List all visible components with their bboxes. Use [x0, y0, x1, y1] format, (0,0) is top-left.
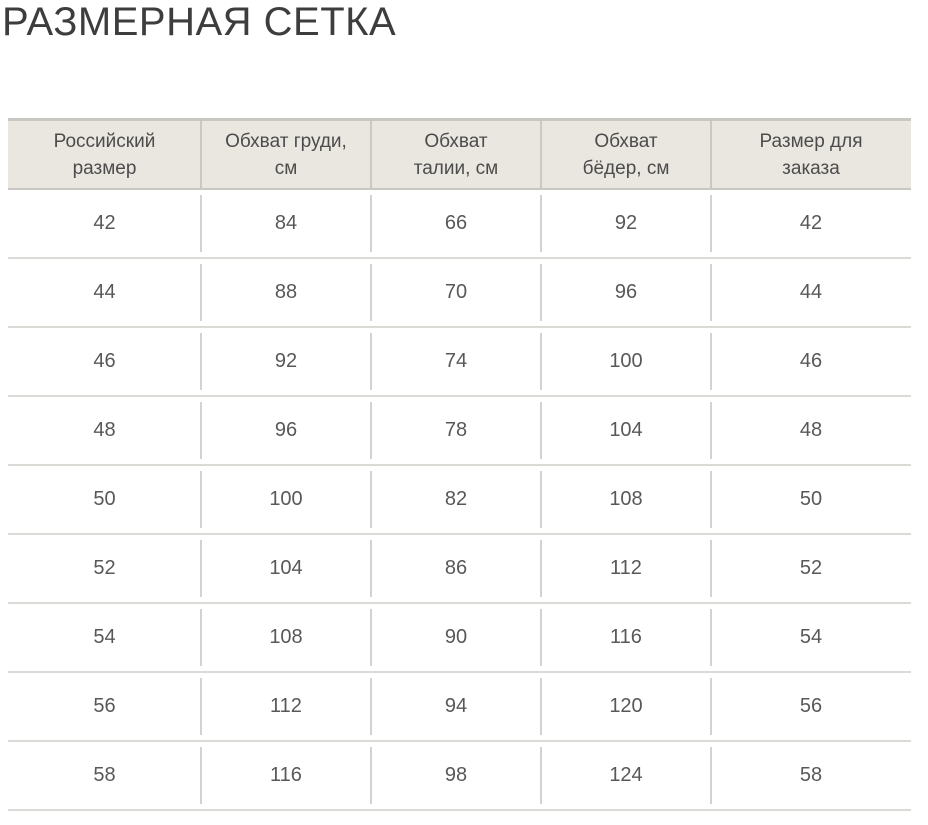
table-cell: 48: [93, 419, 116, 441]
table-cell: 100: [201, 466, 371, 533]
table-row: [8, 673, 911, 742]
table-cell: 92: [541, 190, 711, 257]
column-header-chest: Обхват груди, см: [201, 121, 371, 188]
column-header-waist: Обхват талии, см: [371, 121, 541, 188]
table-cell: 52: [93, 557, 116, 579]
table-cell: 98: [371, 742, 541, 809]
table-body: [8, 190, 911, 811]
table-cell: 96: [541, 259, 711, 326]
table-cell: 92: [201, 328, 371, 395]
table-cell: 42: [711, 190, 911, 257]
table-cell: 56: [93, 695, 116, 717]
table-cell: 56: [711, 673, 911, 740]
table-cell: 70: [371, 259, 541, 326]
table-cell: 52: [711, 535, 911, 602]
table-cell: 124: [541, 742, 711, 809]
table-header-row: [8, 118, 911, 190]
table-cell: 46: [93, 350, 116, 372]
table-row: [8, 742, 911, 811]
table-row: [8, 328, 911, 397]
table-cell: 74: [371, 328, 541, 395]
table-cell: 50: [711, 466, 911, 533]
table-cell: 104: [541, 397, 711, 464]
table-row: [8, 397, 911, 466]
table-cell: 48: [711, 397, 911, 464]
table-cell: 120: [541, 673, 711, 740]
table-cell: 88: [201, 259, 371, 326]
table-cell: 94: [371, 673, 541, 740]
table-cell: 44: [711, 259, 911, 326]
table-cell: 54: [93, 626, 116, 648]
table-row: [8, 535, 911, 604]
column-header-order-size: Размер для заказа: [711, 121, 911, 188]
table-row: [8, 466, 911, 535]
table-cell: 90: [371, 604, 541, 671]
table-cell: 108: [201, 604, 371, 671]
column-header-hips: Обхват бёдер, см: [541, 121, 711, 188]
table-cell: 66: [371, 190, 541, 257]
table-row: [8, 604, 911, 673]
table-cell: 112: [541, 535, 711, 602]
table-cell: 104: [201, 535, 371, 602]
table-cell: 50: [93, 488, 116, 510]
table-cell: 44: [93, 281, 116, 303]
table-cell: 100: [541, 328, 711, 395]
table-cell: 116: [201, 742, 371, 809]
table-cell: 108: [541, 466, 711, 533]
page-title: РАЗМЕРНАЯ СЕТКА: [2, 0, 397, 44]
table-cell: 84: [201, 190, 371, 257]
column-header-russian-size: Российский размер: [53, 130, 156, 179]
table-cell: 58: [93, 764, 116, 786]
table-cell: 58: [711, 742, 911, 809]
table-cell: 112: [201, 673, 371, 740]
table-cell: 82: [371, 466, 541, 533]
table-cell: 86: [371, 535, 541, 602]
table-cell: 46: [711, 328, 911, 395]
table-cell: 96: [201, 397, 371, 464]
size-table: [8, 118, 911, 811]
table-cell: 78: [371, 397, 541, 464]
table-cell: 42: [93, 212, 116, 234]
table-row: [8, 190, 911, 259]
table-cell: 116: [541, 604, 711, 671]
table-cell: 54: [711, 604, 911, 671]
table-row: [8, 259, 911, 328]
